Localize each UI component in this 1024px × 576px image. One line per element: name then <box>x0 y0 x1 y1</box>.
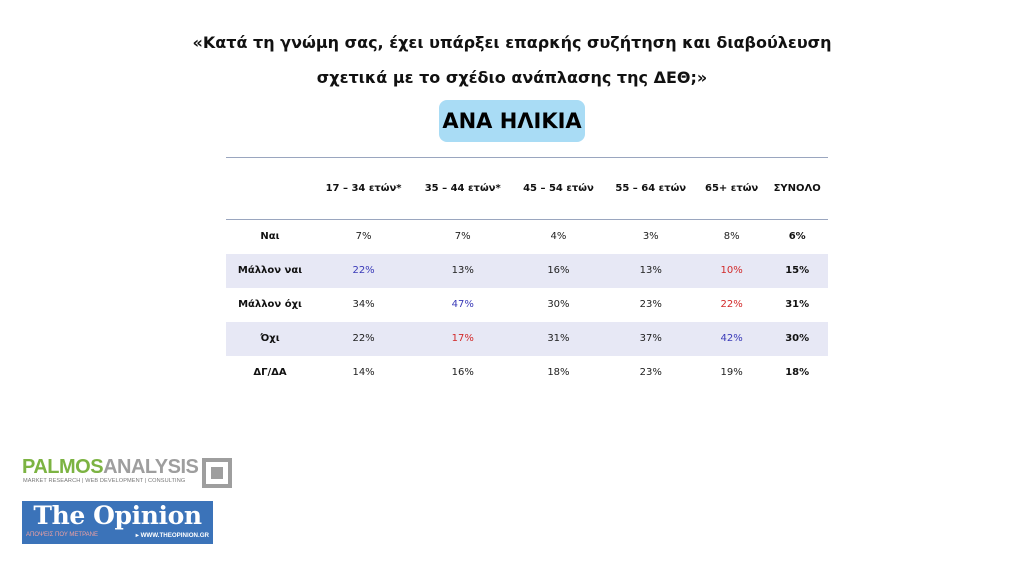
age-group-badge: ΑΝΑ ΗΛΙΚΙΑ <box>439 100 585 142</box>
table-cell: 30% <box>547 299 570 310</box>
table-cell: 23% <box>639 367 662 378</box>
opinion-logo-website: ▸ WWW.THEOPINION.GR <box>135 532 209 539</box>
header-corner <box>226 158 314 220</box>
table-cell: 14% <box>352 367 375 378</box>
table-row <box>226 322 828 356</box>
table-cell: 18% <box>547 367 570 378</box>
table-cell: 13% <box>451 265 474 276</box>
row-label: Ναι <box>260 231 280 243</box>
table-row <box>226 220 828 254</box>
question-line-1: «Κατά τη γνώμη σας, έχει υπάρξει επαρκής συζήτηση και διαβούλευση <box>192 33 832 52</box>
table-cell: 8% <box>723 231 740 243</box>
table-cell: 17% <box>451 333 474 344</box>
table-cell: 31% <box>547 333 570 344</box>
table-cell: 15% <box>785 265 810 276</box>
palmos-logo-text-2: ANALYSIS <box>103 456 199 478</box>
table-cell: 6% <box>788 231 806 243</box>
table-cell: 3% <box>642 231 659 243</box>
column-header: 55 – 64 ετών <box>615 183 687 194</box>
table-cell: 42% <box>720 333 743 344</box>
row-label: ΔΓ/ΔΑ <box>253 367 287 378</box>
table-cell: 22% <box>352 265 375 276</box>
palmos-analysis-logo <box>22 456 214 490</box>
question-line-2: σχετικά με το σχέδιο ανάπλασης της ΔΕΘ;» <box>316 68 708 87</box>
table-row <box>226 288 828 322</box>
table-cell: 18% <box>785 367 810 378</box>
palmos-square-icon <box>202 458 232 488</box>
results-table <box>226 157 828 390</box>
table-cell: 10% <box>720 265 743 276</box>
table-cell: 19% <box>720 367 743 378</box>
table-cell: 13% <box>639 265 662 276</box>
table-cell: 34% <box>352 299 375 310</box>
column-header: ΣΥΝΟΛΟ <box>773 183 821 194</box>
table-row <box>226 356 828 390</box>
row-label: Όχι <box>260 333 280 344</box>
table-cell: 47% <box>451 299 474 310</box>
column-header: 17 – 34 ετών* <box>325 183 402 194</box>
table-cell: 23% <box>639 299 662 310</box>
column-header: 45 – 54 ετών <box>523 183 594 194</box>
column-header: 65+ ετών <box>705 183 759 194</box>
table-cell: 16% <box>547 265 570 276</box>
table-cell: 22% <box>720 299 743 310</box>
the-opinion-logo <box>22 501 213 544</box>
table-cell: 4% <box>550 231 567 243</box>
table-cell: 16% <box>451 367 474 378</box>
table-cell: 37% <box>639 333 662 344</box>
table-cell: 7% <box>355 231 372 243</box>
table-cell: 22% <box>352 333 375 344</box>
table-header-row <box>226 158 828 220</box>
table-body <box>226 220 828 390</box>
table-cell: 30% <box>785 333 810 344</box>
table-cell: 7% <box>454 231 471 243</box>
row-label: Μάλλον ναι <box>237 265 303 276</box>
opinion-logo-title: The Opinion <box>33 501 202 530</box>
palmos-logo-text-1: PALMOS <box>22 456 104 478</box>
row-label: Μάλλον όχι <box>238 299 302 310</box>
table-cell: 31% <box>785 299 810 310</box>
opinion-logo-subtitle: ΑΠΟΨΕΙΣ ΠΟΥ ΜΕΤΡΑΝΕ <box>26 532 98 538</box>
palmos-tagline: MARKET RESEARCH | WEB DEVELOPMENT | CONSULTING <box>23 478 186 484</box>
table-row <box>226 254 828 288</box>
column-header: 35 – 44 ετών* <box>424 183 501 194</box>
